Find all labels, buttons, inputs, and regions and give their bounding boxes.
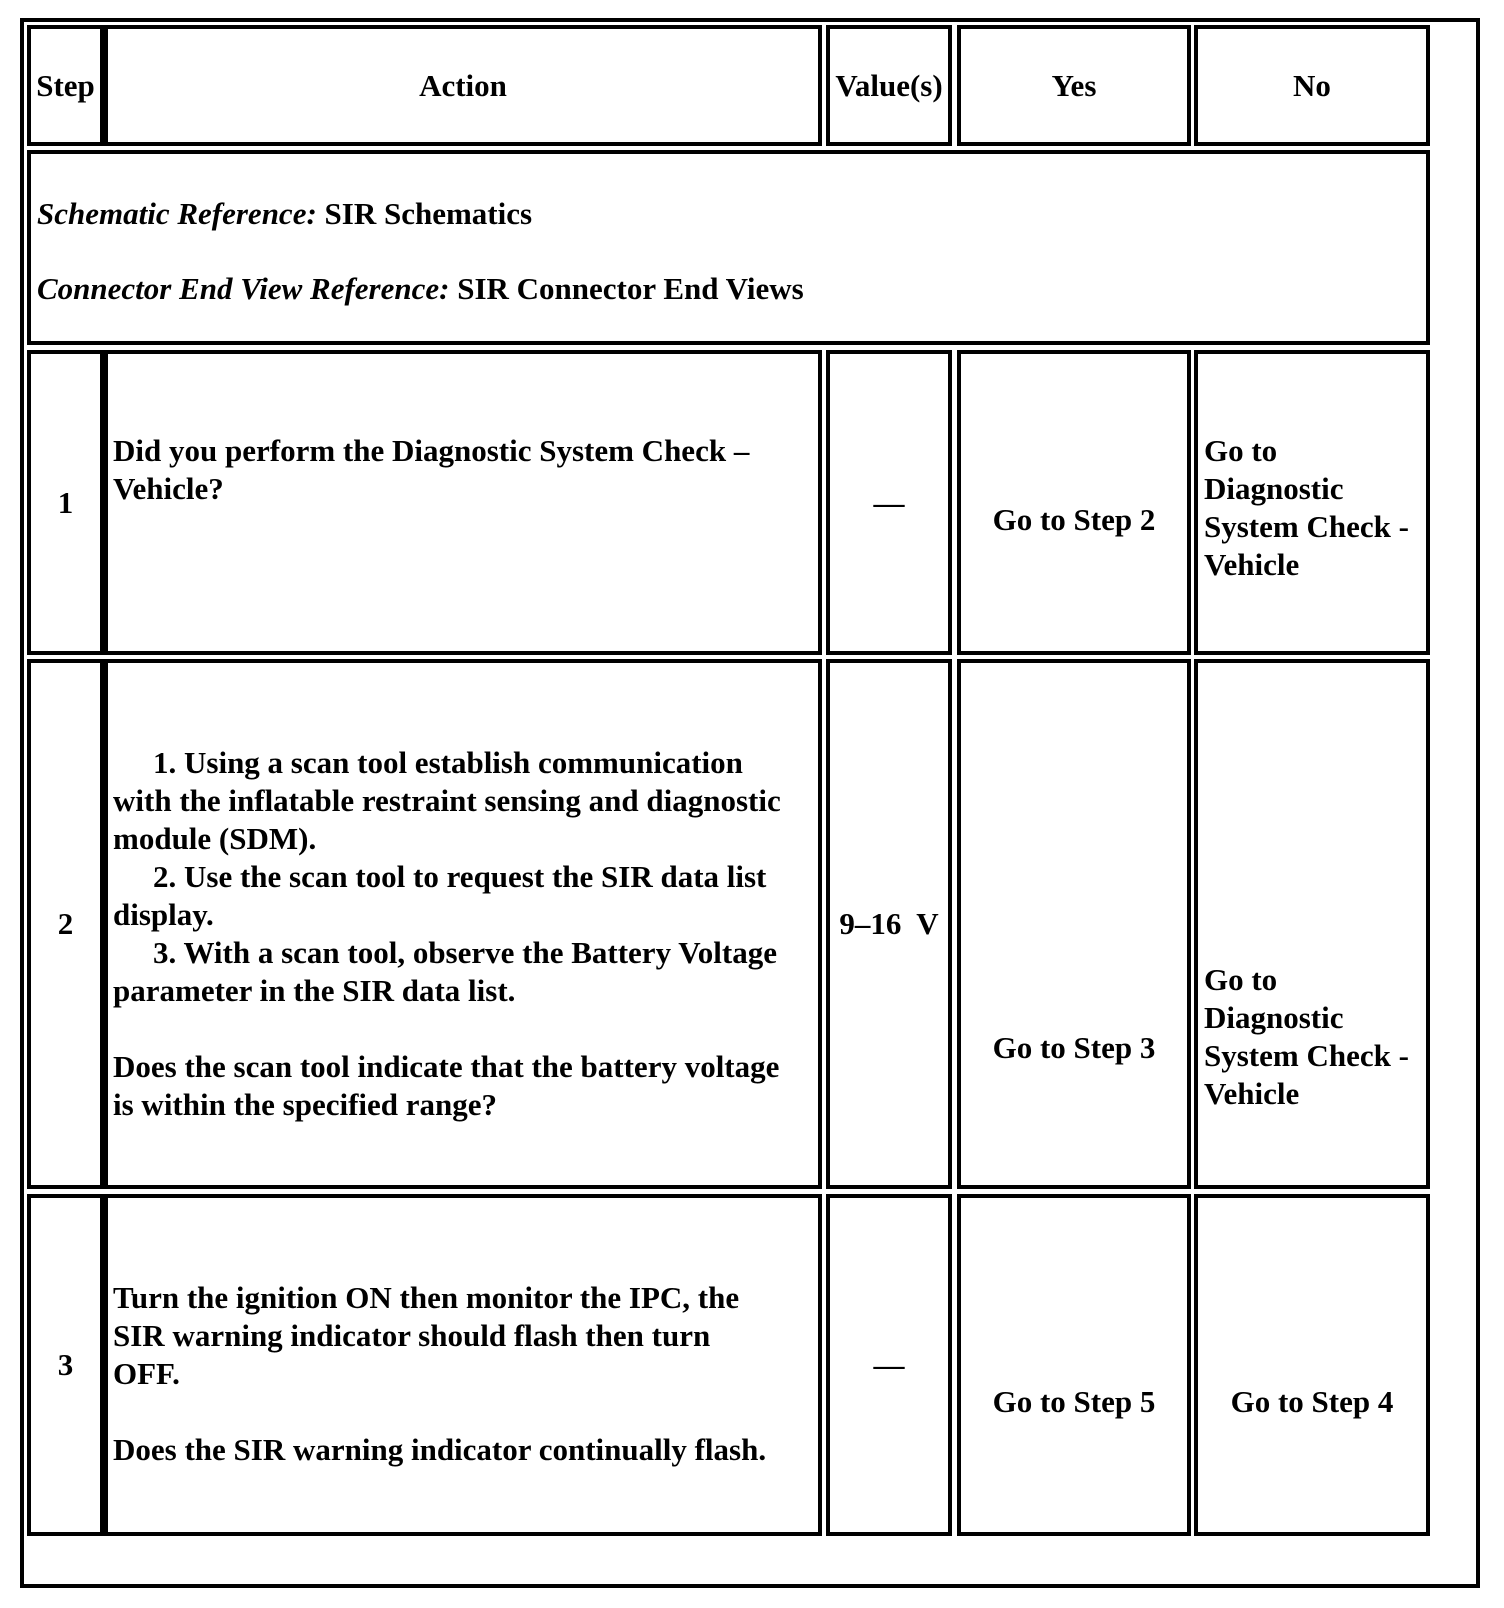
header-no [1194, 25, 1430, 146]
header-no-label: No [1293, 67, 1331, 103]
step-1-action [104, 350, 822, 655]
action-line: OFF. [113, 1356, 180, 1391]
no-line: Diagnostic [1204, 471, 1344, 506]
header-action [104, 25, 822, 146]
value-label: 9–16 V [839, 906, 939, 941]
step-3-number [27, 1194, 104, 1536]
action-line: parameter in the SIR data list. [113, 973, 516, 1008]
step-3-no [1194, 1194, 1430, 1536]
step-1-action-text [113, 432, 814, 508]
item-number: 2. [153, 859, 177, 894]
spacer [113, 1393, 814, 1431]
spacer [113, 1010, 814, 1048]
action-line: Turn the ignition ON then monitor the IPC, the [113, 1280, 740, 1315]
step-2-number [27, 659, 104, 1189]
action-line: Did you perform the Diagnostic System Check – [113, 433, 750, 468]
schematic-reference-link[interactable]: SIR Schematics [324, 196, 533, 231]
header-step-label: Step [36, 67, 95, 103]
schematic-reference-label: Schematic Reference: [37, 196, 317, 231]
step-1-yes [957, 350, 1191, 655]
header-action-label: Action [419, 67, 507, 103]
no-line: System Check - [1204, 1038, 1409, 1073]
reference-cell [27, 150, 1430, 345]
no-line: Go to [1204, 962, 1278, 997]
step-2-action [104, 659, 822, 1189]
header-yes [957, 25, 1191, 146]
schematic-reference [37, 196, 532, 232]
step-1-value [826, 350, 952, 655]
step-2-yes [957, 659, 1191, 1189]
step-3-value [826, 1194, 952, 1536]
action-item-1 [113, 744, 814, 782]
step-2-value [826, 659, 952, 1189]
header-values-label: Value(s) [835, 67, 943, 103]
item-text: Using a scan tool establish communication [184, 745, 743, 780]
step-number-label: 3 [57, 1347, 74, 1382]
action-line: display. [113, 897, 214, 932]
item-number: 3. [153, 935, 177, 970]
action-line: module (SDM). [113, 821, 317, 856]
step-2-yes-link[interactable]: Go to Step 3 [992, 1030, 1156, 1065]
connector-reference-link[interactable]: SIR Connector End Views [457, 271, 804, 306]
action-item-2 [113, 858, 814, 896]
step-2-no [1194, 659, 1430, 1189]
action-line: Vehicle? [113, 471, 224, 506]
action-line: with the inflatable restraint sensing and diagnostic [113, 783, 781, 818]
value-label: — [873, 484, 905, 520]
item-text: With a scan tool, observe the Battery Voltage [183, 935, 777, 970]
step-number-label: 1 [57, 484, 74, 520]
value-label: — [873, 1347, 905, 1382]
question-line: is within the specified range? [113, 1087, 498, 1122]
step-3-yes-link[interactable]: Go to Step 5 [992, 1384, 1156, 1419]
no-line: Vehicle [1204, 1076, 1300, 1111]
diagnostic-table [20, 18, 1480, 1588]
question-line: Does the SIR warning indicator continually flash. [113, 1432, 767, 1467]
no-line: System Check - [1204, 509, 1409, 544]
action-item-3 [113, 934, 814, 972]
no-line: Go to [1204, 433, 1278, 468]
step-1-no [1194, 350, 1430, 655]
step-3-no-link[interactable]: Go to Step 4 [1230, 1384, 1394, 1419]
step-1-no-link[interactable] [1204, 432, 1424, 584]
step-3-action-text [113, 1279, 814, 1469]
step-3-action [104, 1194, 822, 1536]
question-line: Does the scan tool indicate that the battery voltage [113, 1049, 780, 1084]
header-values [826, 25, 952, 146]
header-yes-label: Yes [1051, 67, 1097, 103]
no-line: Diagnostic [1204, 1000, 1344, 1035]
item-number: 1. [153, 745, 177, 780]
step-number-label: 2 [57, 906, 74, 941]
no-line: Vehicle [1204, 547, 1300, 582]
action-line: SIR warning indicator should flash then turn [113, 1318, 711, 1353]
connector-reference [37, 271, 804, 307]
step-2-action-text [113, 744, 814, 1124]
header-step [27, 25, 104, 146]
step-1-number [27, 350, 104, 655]
step-3-yes [957, 1194, 1191, 1536]
item-text: Use the scan tool to request the SIR data list [184, 859, 767, 894]
step-2-no-link[interactable] [1204, 961, 1424, 1113]
connector-reference-label: Connector End View Reference: [37, 271, 450, 306]
step-1-yes-link[interactable]: Go to Step 2 [992, 502, 1156, 537]
